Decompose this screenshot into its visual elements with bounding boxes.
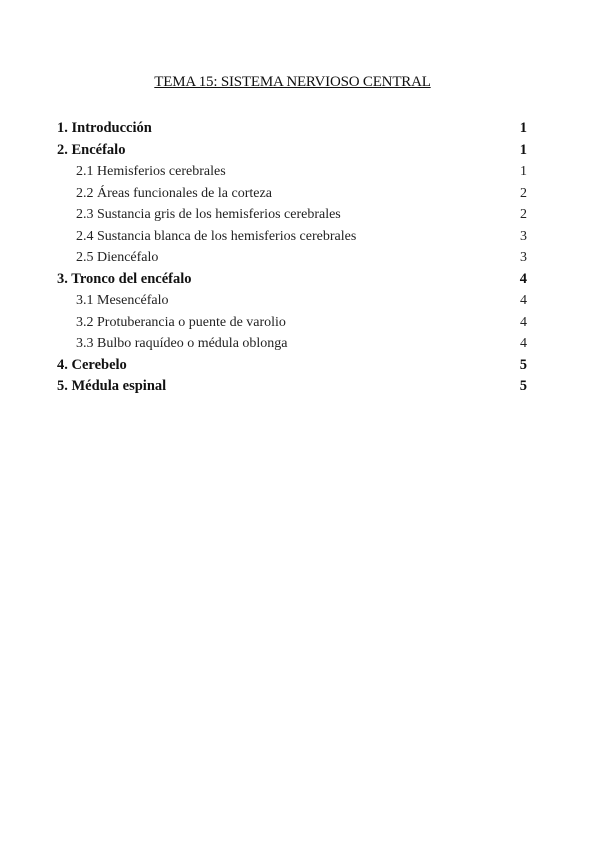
toc-page-number: 3 — [520, 228, 527, 244]
toc-entry-label: 3. Tronco del encéfalo — [57, 270, 192, 287]
toc-entry-label: 2.5 Diencéfalo — [76, 250, 159, 265]
toc-entry-label: 3.3 Bulbo raquídeo o médula oblonga — [76, 336, 288, 351]
toc-entry-label: 2.3 Sustancia gris de los hemisferios cerebrales — [76, 207, 341, 222]
toc-page-number: 4 — [520, 336, 527, 351]
toc-page-number: 2 — [520, 185, 527, 201]
toc-entry-label: 3.2 Protuberancia o puente de varolio — [76, 314, 286, 330]
toc-page-number: 1 — [519, 120, 527, 136]
toc-page-number: 1 — [519, 141, 527, 158]
toc-section[interactable] — [57, 269, 527, 291]
toc-section[interactable] — [57, 140, 527, 162]
toc-page-number: 4 — [519, 270, 527, 287]
toc-section[interactable] — [57, 376, 527, 398]
toc-page-number: 3 — [520, 250, 527, 265]
toc-page-number: 4 — [520, 293, 527, 308]
toc-entry-label: 2.4 Sustancia blanca de los hemisferios cerebrales — [76, 228, 357, 244]
toc-entry-label: 5. Médula espinal — [57, 378, 167, 394]
toc-entry-label: 2.2 Áreas funcionales de la corteza — [76, 185, 272, 201]
toc-subsection[interactable] — [57, 204, 527, 226]
toc-subsection[interactable] — [57, 226, 527, 248]
toc-entry-label: 2.1 Hemisferios cerebrales — [76, 164, 226, 179]
toc-subsection[interactable] — [57, 312, 527, 334]
toc-entry-label: 3.1 Mesencéfalo — [76, 293, 169, 308]
document-title: TEMA 15: SISTEMA NERVIOSO CENTRAL — [154, 74, 431, 90]
toc-section[interactable] — [57, 118, 527, 140]
toc-subsection[interactable] — [57, 183, 527, 205]
toc-subsection[interactable] — [57, 290, 527, 312]
toc-subsection[interactable] — [57, 333, 527, 355]
toc-page-number: 2 — [520, 207, 527, 222]
toc-page-number: 1 — [520, 164, 527, 179]
toc-subsection[interactable] — [57, 247, 527, 269]
toc-page-number: 4 — [520, 314, 527, 330]
toc-section[interactable] — [57, 355, 527, 377]
toc-page-number: 5 — [519, 378, 527, 394]
toc-page-number: 5 — [519, 356, 527, 373]
toc-entry-label: 4. Cerebelo — [57, 356, 127, 373]
toc-entry-label: 1. Introducción — [57, 120, 152, 136]
table-of-contents — [57, 118, 527, 398]
toc-subsection[interactable] — [57, 161, 527, 183]
toc-entry-label: 2. Encéfalo — [57, 141, 126, 158]
